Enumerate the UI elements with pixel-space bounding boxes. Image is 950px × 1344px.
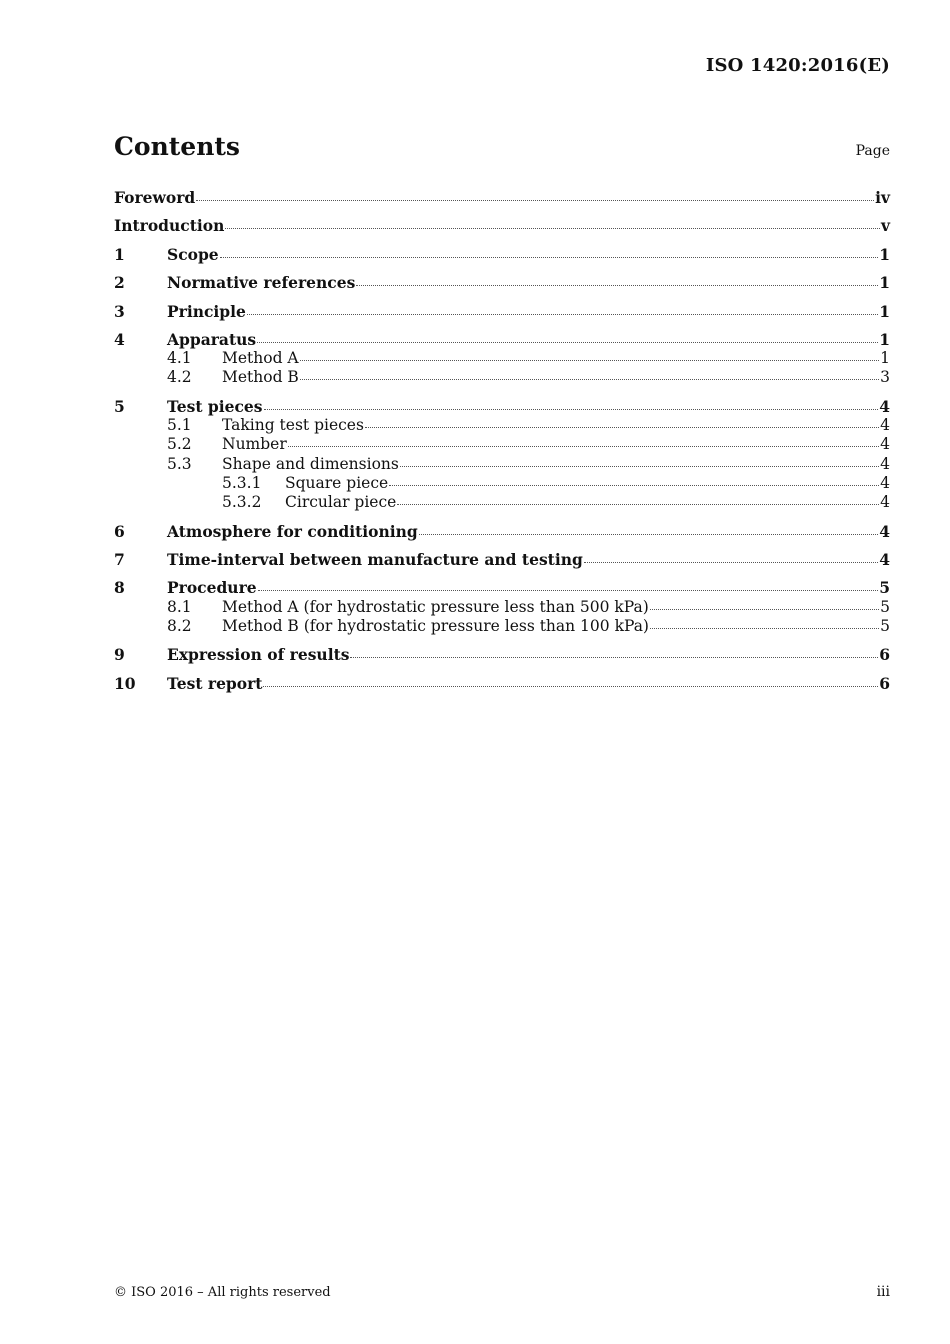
toc-entry-page[interactable]: 1 (879, 245, 890, 264)
toc-entry[interactable] (114, 368, 890, 388)
dot-leader (288, 446, 879, 447)
toc-entry-page[interactable]: 6 (879, 645, 890, 664)
toc-entry-number: 8.1 (167, 598, 192, 616)
toc-entry-number: 5.3 (167, 455, 192, 473)
toc-entry-number: 5.3.2 (222, 493, 262, 511)
dot-leader (247, 314, 878, 315)
toc-entry[interactable] (114, 474, 890, 494)
toc-entry-title[interactable]: Introduction (114, 216, 225, 235)
toc-entry[interactable] (114, 302, 890, 322)
toc-entry-number: 5.3.1 (222, 474, 262, 492)
dot-leader (225, 228, 880, 229)
toc-entry-page[interactable]: 5 (880, 617, 890, 635)
dot-leader (300, 379, 879, 380)
toc-entry-number: 4 (114, 330, 125, 349)
toc-entry-page[interactable]: iv (875, 188, 890, 207)
toc-entry-title[interactable]: Apparatus (167, 330, 257, 349)
toc-entry-title[interactable]: Procedure (167, 578, 257, 597)
toc-entry-number: 5.1 (167, 416, 192, 434)
dot-leader (196, 200, 874, 201)
toc-entry-page[interactable]: v (880, 216, 890, 235)
toc-entry-title[interactable]: Time-interval between manufacture and testing (167, 550, 583, 569)
toc-entry[interactable] (114, 645, 890, 665)
dot-leader (220, 257, 879, 258)
toc-entry-page[interactable]: 5 (879, 578, 890, 597)
toc-entry-page[interactable]: 3 (880, 368, 890, 386)
toc-entry-number: 9 (114, 645, 125, 664)
toc-entry-title[interactable]: Atmosphere for conditioning (167, 522, 418, 541)
toc-entry[interactable] (114, 416, 890, 436)
toc-entry[interactable] (114, 188, 890, 208)
toc-entry-number: 4.1 (167, 349, 192, 367)
toc-entry-title[interactable]: Expression of results (167, 645, 350, 664)
dot-leader (264, 409, 879, 410)
toc-entry[interactable] (114, 522, 890, 542)
footer-copyright: © ISO 2016 – All rights reserved (114, 1285, 331, 1300)
toc-entry-title[interactable]: Test report (167, 674, 263, 693)
toc-entry[interactable] (114, 273, 890, 293)
dot-leader (258, 590, 879, 591)
dot-leader (389, 485, 879, 486)
dot-leader (257, 342, 878, 343)
toc-entry[interactable] (114, 435, 890, 455)
toc-entry-title[interactable]: Circular piece (285, 493, 397, 511)
toc-entry-title[interactable]: Test pieces (167, 397, 263, 416)
toc-entry-page[interactable]: 4 (880, 435, 890, 453)
dot-leader (650, 609, 879, 610)
toc-entry-title[interactable]: Square piece (285, 474, 389, 492)
toc-entry-title[interactable]: Method A (222, 349, 299, 367)
toc-entry-page[interactable]: 4 (880, 455, 890, 473)
dot-leader (650, 628, 879, 629)
toc-entry-number: 5.2 (167, 435, 192, 453)
document-id: ISO 1420:2016(E) (705, 55, 890, 76)
toc-entry-page[interactable]: 4 (880, 416, 890, 434)
toc-entry-number: 6 (114, 522, 125, 541)
toc-entry-number: 3 (114, 302, 125, 321)
toc-entry-title[interactable]: Number (222, 435, 287, 453)
toc-entry[interactable] (114, 674, 890, 694)
toc-entry-number: 4.2 (167, 368, 192, 386)
contents-title: Contents (114, 132, 241, 161)
toc-entry-page[interactable]: 1 (879, 273, 890, 292)
dot-leader (356, 285, 878, 286)
dot-leader (350, 657, 878, 658)
page-column-label: Page (855, 143, 890, 159)
toc-entry-number: 7 (114, 550, 125, 569)
toc-entry-page[interactable]: 4 (879, 397, 890, 416)
toc-entry-number: 1 (114, 245, 125, 264)
toc-entry-page[interactable]: 4 (880, 474, 890, 492)
dot-leader (263, 686, 878, 687)
dot-leader (300, 360, 879, 361)
toc-entry[interactable] (114, 397, 890, 417)
toc-entry-page[interactable]: 5 (880, 598, 890, 616)
toc-entry-page[interactable]: 4 (879, 550, 890, 569)
toc-entry-page[interactable]: 4 (879, 522, 890, 541)
toc-entry[interactable] (114, 455, 890, 475)
toc-entry[interactable] (114, 598, 890, 618)
toc-entry-title[interactable]: Method B (for hydrostatic pressure less than 100 kPa) (222, 617, 649, 635)
toc-entry-number: 2 (114, 273, 125, 292)
toc-entry-number: 8.2 (167, 617, 192, 635)
toc-entry-number: 5 (114, 397, 125, 416)
toc-entry[interactable] (114, 330, 890, 350)
toc-entry-page[interactable]: 4 (880, 493, 890, 511)
toc-entry-page[interactable]: 1 (879, 302, 890, 321)
toc-entry-page[interactable]: 1 (879, 330, 890, 349)
toc-entry-title[interactable]: Shape and dimensions (222, 455, 399, 473)
toc-entry-number: 10 (114, 674, 136, 693)
dot-leader (419, 534, 878, 535)
toc-entry-page[interactable]: 1 (880, 349, 890, 367)
toc-entry[interactable] (114, 245, 890, 265)
footer-page-number: iii (876, 1284, 890, 1300)
toc-entry-page[interactable]: 6 (879, 674, 890, 693)
toc-entry-number: 8 (114, 578, 125, 597)
toc-entry[interactable] (114, 550, 890, 570)
toc-entry-title[interactable]: Foreword (114, 188, 196, 207)
toc-entry-title[interactable]: Method B (222, 368, 299, 386)
toc-entry[interactable] (114, 617, 890, 637)
toc-entry[interactable] (114, 578, 890, 598)
toc-entry[interactable] (114, 349, 890, 369)
dot-leader (584, 562, 878, 563)
toc-entry-title[interactable]: Principle (167, 302, 246, 321)
toc-entry[interactable] (114, 216, 890, 236)
toc-entry-title[interactable]: Taking test pieces (222, 416, 364, 434)
dot-leader (397, 504, 879, 505)
dot-leader (400, 466, 879, 467)
toc-entry-title[interactable]: Normative references (167, 273, 356, 292)
toc-entry-title[interactable]: Scope (167, 245, 219, 264)
dot-leader (365, 427, 879, 428)
toc-entry-title[interactable]: Method A (for hydrostatic pressure less than 500 kPa) (222, 598, 649, 616)
toc-entry[interactable] (114, 493, 890, 513)
